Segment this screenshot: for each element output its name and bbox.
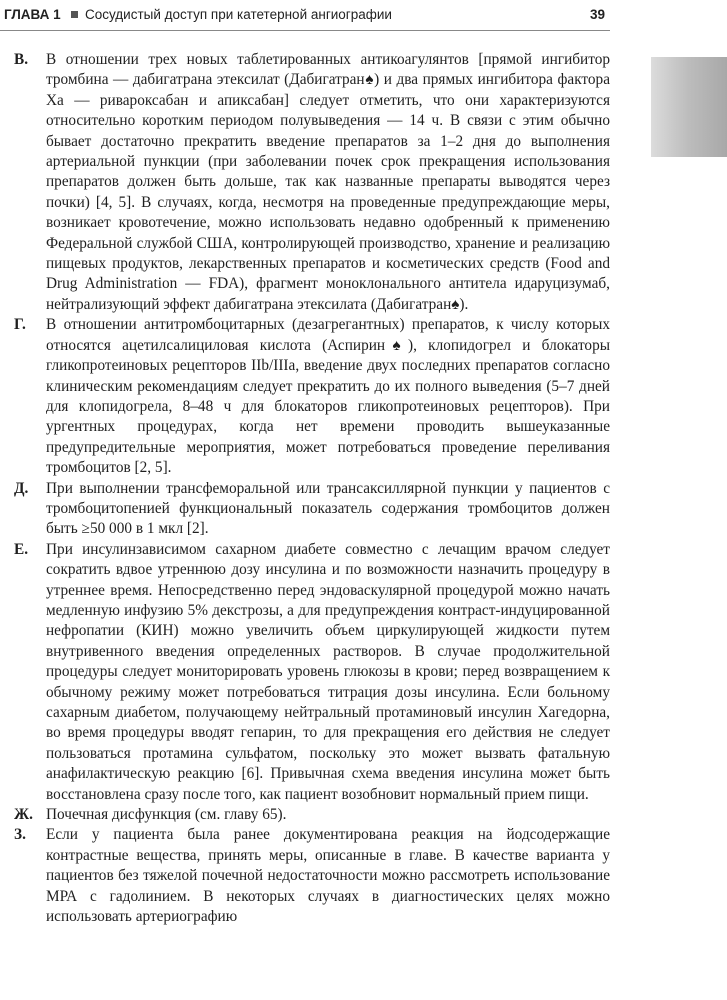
header-divider (0, 30, 610, 31)
item-text: При инсулинзависимом сахарном диабете совместно с лечащим врачом следует сократить вдвое утреннюю дозу инсулина и по возможности назначить процедуру в утреннее время. Непосредственно перед эндоваскулярной процедурой можно начать медленную инфузию 5% декстрозы, а для предупреждения контраст-индуцированной нефропатии (КИН) можно увеличить объем циркулирующей жидкости путем внутривенного введения определенных растворов. В случае продолжительной процедуры следует мониторировать уровень глюкозы в крови; перед возвращением к обычному режиму может потребоваться титрация дозы инсулина. Если больному сахарным диабетом, получающему нейтральный протаминовый инсулин Хагедорна, во время процедуры вводят гепарин, то для прекращения его действия не следует пользоваться протамина сульфатом, поскольку это может вызвать фатальную анафилактическую реакцию [6]. Привычная схема введения инсулина может быть восстановлена сразу после того, как пациент возобновит нормальный прием пищи. (46, 540, 610, 803)
chapter-title: Сосудистый доступ при катетерной ангиографии (85, 7, 392, 22)
list-item-d (14, 479, 610, 540)
item-text: Почечная дисфункция (см. главу 65). (46, 806, 287, 824)
list-item-g (14, 315, 610, 478)
page-body (14, 50, 610, 927)
item-label: Г. (14, 316, 26, 334)
page-header (0, 0, 727, 34)
list-item-zh (14, 805, 610, 825)
chapter-thumb-tab (651, 57, 727, 157)
item-label: Е. (14, 540, 29, 558)
item-text: При выполнении трансфеморальной или трансаксиллярной пункции у пациентов с тромбоцитопенией функциональный показатель содержания тромбоцитов должен быть ≥50 000 в 1 мкл [2]. (46, 479, 610, 538)
item-label: В. (14, 51, 29, 68)
page-number: 39 (590, 7, 606, 22)
item-text: В отношении антитромбоцитарных (дезагрегантных) препаратов, к числу которых относятся ацетилсалициловая кислота (Аспирин♠), клопидогрел и блокаторы гликопротеиновых рецепторов IIb/IIIa, введение двух последних препаратов согласно клиническим рекомендациям следует прекратить до их полного выведения (5–7 дней для клопидогрела, 8–48 ч для блокаторов гликопротеиновых рецепторов). При ургентных процедурах, когда нет времени проводить вышеуказанные предупредительные мероприятия, может потребоваться проведение переливания тромбоцитов [2, 5]. (46, 316, 610, 477)
square-bullet-icon (71, 11, 78, 18)
list-item-e (14, 540, 610, 805)
item-label: З. (14, 826, 26, 844)
item-text: В отношении трех новых таблетированных антикоагулянтов [прямой ингибитор тромбина — дабигатрана этексилат (Дабигатран♠) и два прямых ингибитора фактора Ха — ривароксабан и апиксабан] следует отметить, что они характеризуются относительно коротким периодом полувыведения — 14 ч. В связи с этим обычно бывает достаточно прекратить введение препаратов за 1–2 дня до выполнения артериальной пункции (при заболевании почек срок прекращения использования препаратов должен быть дольше, так как названные препараты выводятся через почки) [4, 5]. В случаях, когда, несмотря на проведенные предупреждающие меры, возникает кровотечение, можно использовать недавно одобренный к применению Федеральной службой США, контролирующей производство, хранение и реализацию пищевых продуктов, лекарственных препаратов и косметических средств (Food and Drug Administration — FDA), фрагмент моноклонального антитела идаруцизумаб, нейтрализующий эффект дабигатрана этексилата (Дабигатран♠). (46, 51, 610, 313)
list-item-v (14, 50, 610, 315)
list-item-z (14, 825, 610, 927)
item-label: Д. (14, 479, 29, 497)
chapter-label: ГЛАВА 1 (4, 7, 61, 22)
item-text: Если у пациента была ранее документирована реакция на йодсодержащие контрастные вещества, принять меры, описанные в главе. В качестве варианта у пациентов без тяжелой почечной недостаточности можно рассмотреть использование МРА с гадолинием. В некоторых случаях в диагностических целях можно использовать артериографию (46, 826, 610, 926)
item-label: Ж. (14, 806, 33, 824)
